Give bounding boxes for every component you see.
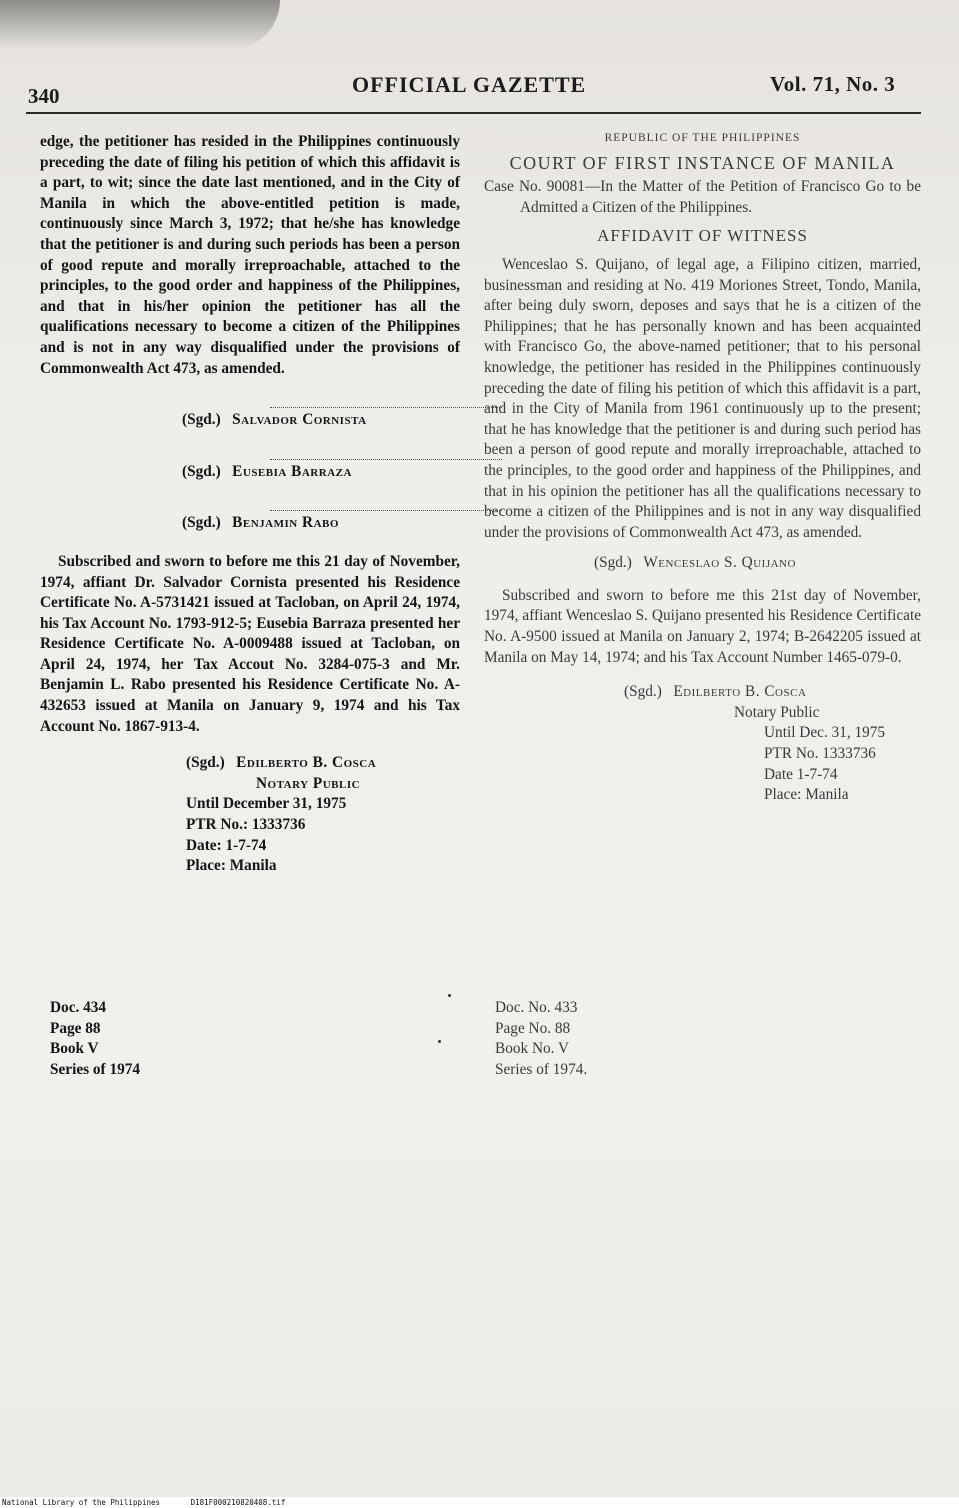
notary-title: Notary Public [734, 703, 820, 721]
sgd-mark: (Sgd.) [182, 462, 221, 480]
doc-series: Series of 1974 [50, 1060, 141, 1078]
signature-line [270, 459, 502, 460]
republic-heading: REPUBLIC OF THE PHILIPPINES [604, 132, 801, 144]
sgd-mark: (Sgd.) [594, 554, 632, 572]
doc-book: Book No. V [495, 1040, 570, 1058]
scan-speck [448, 994, 451, 997]
notary-name: Edilberto B. Cosca [673, 683, 807, 701]
notary-date: Date 1-7-74 [764, 765, 838, 783]
scan-speck [438, 1040, 441, 1043]
publication-title: OFFICIAL GAZETTE [352, 72, 587, 97]
affidavit-body: Wenceslao S. Quijano, of legal age, a Filipino citizen, married, businessman and residing at No. 419 Moriones Street, Tondo, Manila, after being duly sworn, deposes and says that he is a citizen of the Philippines; that he has personally known and has been acquainted with Francisco Go, the above-named petitioner; that to his personal knowledge, the petitioner has resided in the Philippines continuously preceding the date of filing his petition of which this affidavit is a part, and in the City of Manila from 1961 continuously up to the present; that he has knowledge that the petitioner is and during such period has been a person of good repute and morally irreproachable, attached to the principles, to the good order and happiness of the Philippines, and that in his opinion the petitioner has all the qualifications necessary to become a citizen of the Philippines and is not in any way disqualified under the provisions of Commonwealth Act 473, as amended. [484, 255, 921, 541]
signature-block [182, 513, 460, 534]
left-column [40, 132, 460, 877]
notary-block [624, 682, 921, 806]
library-credit: National Library of the Philippines [2, 1498, 161, 1507]
notary-date: Date: 1-7-74 [186, 836, 267, 854]
doc-number: Doc. 434 [50, 999, 107, 1016]
scan-filename: D181F000210820408.tif [190, 1498, 286, 1507]
doc-page: Page 88 [50, 1019, 101, 1037]
affidavit-title: AFFIDAVIT OF WITNESS [597, 226, 808, 246]
notary-title: Notary Public [256, 774, 361, 792]
sgd-mark: (Sgd.) [624, 683, 662, 701]
sgd-mark: (Sgd.) [182, 411, 221, 429]
jurat-paragraph: Subscribed and sworn to before me this 21st day of November, 1974, affiant Wenceslao S. Quijano presented his Residence Certificate No. A-9500 issued at Manila on January 2, 1974; B-2642205 issued at Manila on May 14, 1974; and his Tax Account Number 1465-079-0. [484, 586, 921, 666]
witness-name: Wenceslao S. Quijano [643, 554, 796, 572]
page-header [0, 70, 959, 110]
right-doc-reference [495, 998, 587, 1080]
signature-line [270, 510, 502, 511]
witness-name: Salvador Cornista [232, 411, 367, 429]
case-caption: Case No. 90081—In the Matter of the Petition of Francisco Go to be Admitted a Citizen of the Philippines. [484, 178, 921, 216]
volume-number: Vol. 71, No. 3 [770, 72, 896, 96]
witness-name: Benjamin Rabo [232, 514, 339, 532]
signature-line [270, 407, 502, 408]
doc-number: Doc. No. 433 [495, 999, 578, 1016]
notary-ptr: PTR No.: 1333736 [186, 816, 306, 834]
notary-commission: Until Dec. 31, 1975 [764, 724, 886, 742]
signature-block [594, 553, 921, 574]
sgd-mark: (Sgd.) [186, 754, 225, 772]
notary-place: Place: Manila [186, 857, 277, 875]
right-column [484, 128, 921, 806]
signature-block [182, 410, 460, 431]
scan-shadow [0, 0, 280, 50]
doc-book: Book V [50, 1040, 99, 1058]
sgd-mark: (Sgd.) [182, 514, 221, 532]
left-doc-reference [50, 998, 140, 1080]
notary-ptr: PTR No. 1333736 [764, 745, 876, 763]
notary-place: Place: Manila [764, 786, 849, 804]
jurat-paragraph: Subscribed and sworn to before me this 21 day of November, 1974, affiant Dr. Salvador Cornista presented his Residence Certificate No. A-5731421 issued at Tacloban, on April 24, 1974, his Tax Account No. 1793-912-5; Eusebia Barraza presented her Residence Certificate No. A-0009488 issued at Tacloban, on April 24, 1974, her Tax Accout No. 3284-075-3 and Mr. Benjamin L. Rabo presented his Residence Certificate No. A-432653 issued at Manila on January 9, 1974 and his Tax Account No. 1867-913-4. [40, 552, 460, 735]
notary-name: Edilberto B. Cosca [236, 754, 377, 772]
witness-name: Eusebia Barraza [232, 462, 352, 480]
header-rule [26, 112, 921, 114]
affidavit-continuation: edge, the petitioner has resided in the Philippines continuously preceding the date of filing his petition of which this affidavit is a part, to wit; since the date last mentioned, and in the City of Manila in which the above-entitled petition is made, continuously since March 3, 1972; that he/she has knowledge that the petitioner is and during such periods has been a person of good repute and morally irreproachable, attached to the principles, to the good order and happiness of the Philippines, and that in his/her opinion the petitioner has all the qualifications necessary to become a citizen of the Philippines and is not in any way disqualified under the provisions of Commonwealth Act 473, as amended. [40, 133, 460, 377]
signature-block [182, 462, 460, 483]
notary-commission: Until December 31, 1975 [186, 795, 347, 813]
court-heading: COURT OF FIRST INSTANCE OF MANILA [509, 152, 896, 173]
scan-footer [0, 1497, 959, 1508]
notary-block [186, 753, 460, 877]
doc-page: Page No. 88 [495, 1019, 571, 1037]
page-number: 340 [28, 84, 60, 108]
doc-series: Series of 1974. [495, 1060, 588, 1078]
